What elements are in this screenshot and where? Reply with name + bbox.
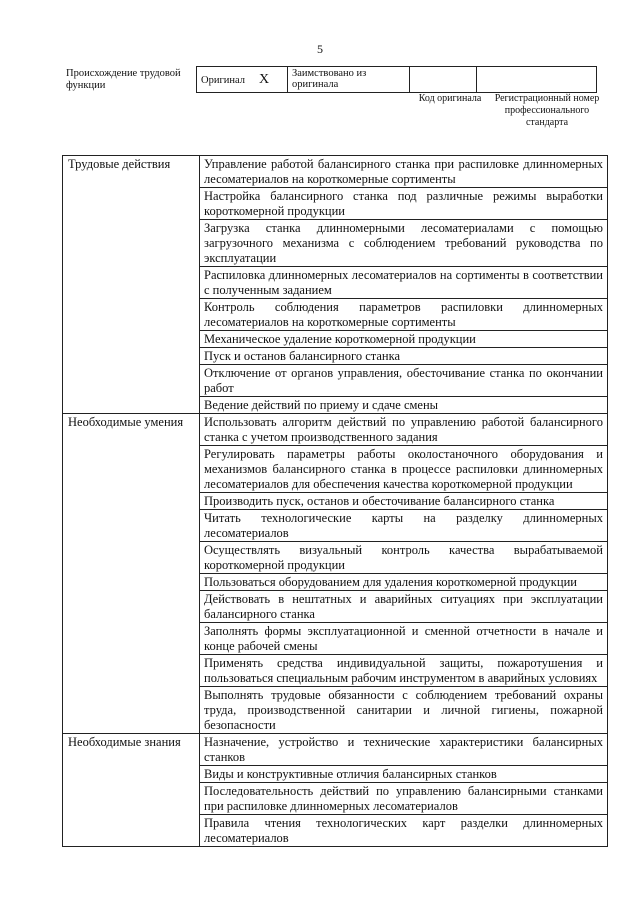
list-item: Пуск и останов балансирного станка bbox=[200, 348, 608, 365]
list-item: Осуществлять визуальный контроль качества вырабатываемой короткомерной продукции bbox=[200, 542, 608, 574]
list-item: Действовать в нештатных и аварийных ситуациях при эксплуатации балансирного станка bbox=[200, 591, 608, 623]
code-caption: Код оригинала bbox=[418, 93, 482, 104]
list-item: Назначение, устройство и технические характеристики балансирных станков bbox=[200, 734, 608, 766]
list-item: Последовательность действий по управлению балансирными станками при распиловке длинномерных лесоматериалов bbox=[200, 783, 608, 815]
original-label: Оригинал bbox=[201, 74, 245, 86]
list-item: Загрузка станка длинномерными лесоматериалами с помощью загрузочного механизма с соблюдением требований руководства по эксплуатации bbox=[200, 220, 608, 267]
list-item: Контроль соблюдения параметров распиловки длинномерных лесоматериалов на короткомерные сортименты bbox=[200, 299, 608, 331]
table-row bbox=[63, 414, 608, 446]
page-number: 5 bbox=[317, 42, 323, 56]
section-title: Трудовые действия bbox=[63, 156, 200, 414]
list-item: Распиловка длинномерных лесоматериалов на сортименты в соответствии с полученным заданием bbox=[200, 267, 608, 299]
list-item: Производить пуск, останов и обесточивание балансирного станка bbox=[200, 493, 608, 510]
original-mark: X bbox=[259, 71, 270, 87]
list-item: Выполнять трудовые обязанности с соблюдением требований охраны труда, производственной санитарии и личной гигиены, пожарной безопасности bbox=[200, 687, 608, 734]
list-item: Настройка балансирного станка под различные режимы выработки короткомерной продукции bbox=[200, 188, 608, 220]
list-item: Читать технологические карты на разделку длинномерных лесоматериалов bbox=[200, 510, 608, 542]
list-item: Заполнять формы эксплуатационной и сменной отчетности в начале и конце рабочей смены bbox=[200, 623, 608, 655]
original-cell bbox=[197, 67, 288, 93]
section-title: Необходимые знания bbox=[63, 734, 200, 847]
list-item: Управление работой балансирного станка при распиловке длинномерных лесоматериалов на короткомерные сортименты bbox=[200, 156, 608, 188]
list-item: Отключение от органов управления, обесточивание станка по окончании работ bbox=[200, 365, 608, 397]
function-table bbox=[62, 155, 608, 847]
borrowed-cell: Заимствовано из оригинала bbox=[288, 67, 410, 93]
list-item: Правила чтения технологических карт разделки длинномерных лесоматериалов bbox=[200, 815, 608, 847]
table-row bbox=[63, 734, 608, 766]
list-item: Пользоваться оборудованием для удаления короткомерной продукции bbox=[200, 574, 608, 591]
registration-caption: Регистрационный номер профессионального стандарта bbox=[494, 93, 600, 128]
registration-number-cell bbox=[477, 67, 597, 93]
original-code-cell bbox=[410, 67, 477, 93]
list-item: Механическое удаление короткомерной продукции bbox=[200, 331, 608, 348]
list-item: Применять средства индивидуальной защиты, пожаротушения и пользоваться специальным рабочим инструментом в аварийных условиях bbox=[200, 655, 608, 687]
origin-label: Происхождение трудовой функции bbox=[66, 68, 181, 91]
list-item: Виды и конструктивные отличия балансирных станков bbox=[200, 766, 608, 783]
section-title: Необходимые умения bbox=[63, 414, 200, 734]
list-item: Регулировать параметры работы околостаночного оборудования и механизмов балансирного станка в процессе распиловки длинномерных лесоматериалов для обеспечения качества короткомерной продукции bbox=[200, 446, 608, 493]
list-item: Использовать алгоритм действий по управлению работой балансирного станка с учетом производственного задания bbox=[200, 414, 608, 446]
origin-table bbox=[196, 66, 597, 93]
list-item: Ведение действий по приему и сдаче смены bbox=[200, 397, 608, 414]
table-row bbox=[63, 156, 608, 188]
